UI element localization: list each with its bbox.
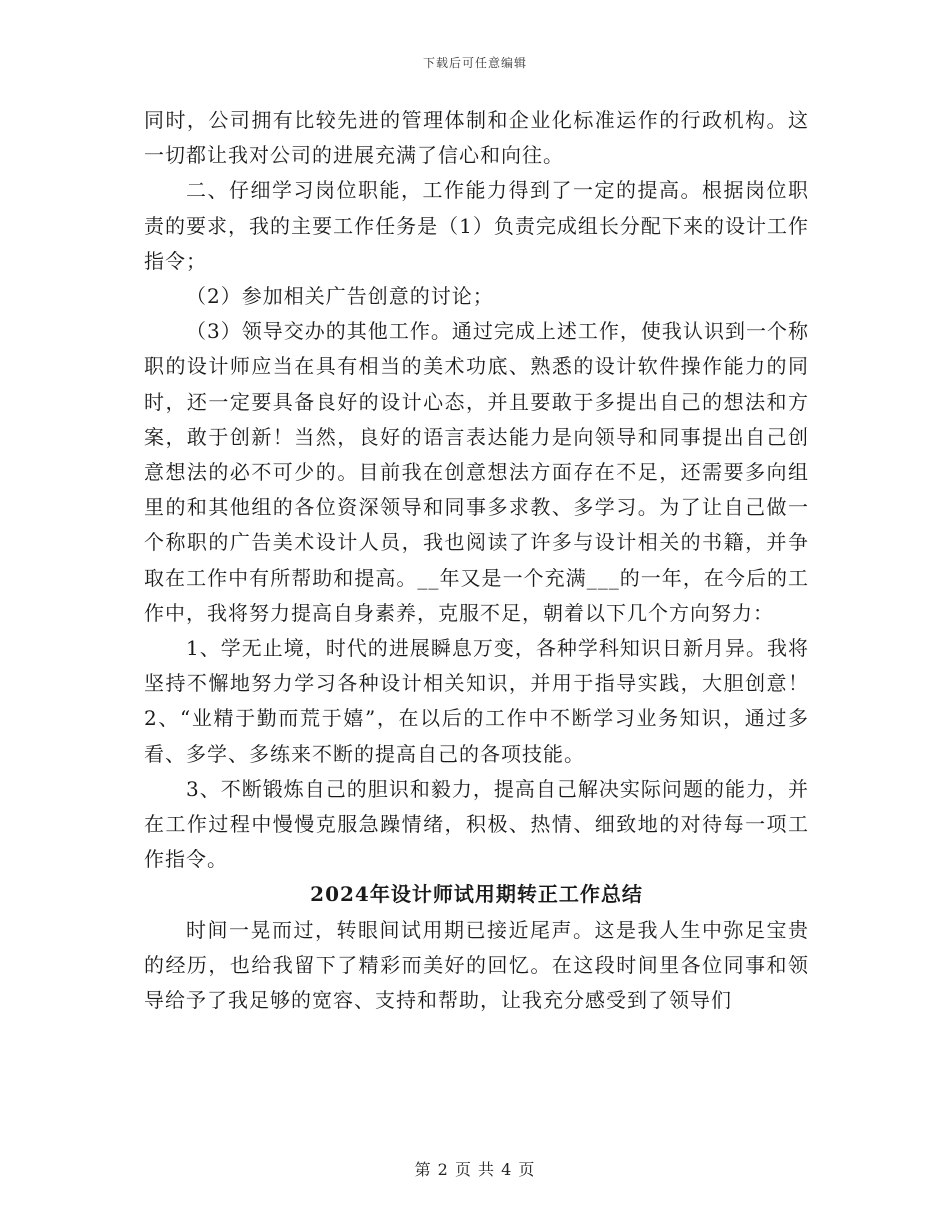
document-body	[144, 103, 809, 1018]
closing-paragraph: 时间一晃而过，转眼间试用期已接近尾声。这是我人生中弥足宝贵的经历，也给我留下了精彩而美好的回忆。在这段时间里各位同事和领导给予了我足够的宽容、支持和帮助，让我充分感受到了领导们	[144, 917, 809, 1013]
paragraph-6: 3、不断锻炼自己的胆识和毅力，提高自己解决实际问题的能力，并在工作过程中慢慢克服急躁情绪，积极、热情、细致地的对待每一项工作指令。	[144, 776, 809, 872]
paragraph-5: 1、学无止境，时代的进展瞬息万变，各种学科知识日新月异。我将坚持不懈地努力学习各种设计相关知识，并用于指导实践，大胆创意！2、“业精于勤而荒于嬉”，在以后的工作中不断学习业务知识，通过多看、多学、多练来不断的提高自己的各项技能。	[144, 636, 809, 766]
paragraph-4: （3）领导交办的其他工作。通过完成上述工作，使我认识到一个称职的设计师应当在具有相当的美术功底、熟悉的设计软件操作能力的同时，还一定要具备良好的设计心态，并且要敢于多提出自己的想法和方案，敢于创新！当然，良好的语言表达能力是向领导和同事提出自己创意想法的必不可少的。目前我在创意想法方面存在不足，还需要多向组里的和其他组的各位资深领导和同事多求教、多学习。为了让自己做一个称职的广告美术设计人员，我也阅读了许多与设计相关的书籍，并争取在工作中有所帮助和提高。__年又是一个充满___的一年，在今后的工作中，我将努力提高自身素养，克服不足，朝着以下几个方向努力：	[144, 319, 809, 625]
paragraph-2: 二、仔细学习岗位职能，工作能力得到了一定的提高。根据岗位职责的要求，我的主要工作任务是（1）负责完成组长分配下来的设计工作指令；	[144, 178, 809, 273]
page-number: 第 2 页 共 4 页	[414, 1160, 536, 1179]
paragraph-1: 同时，公司拥有比较先进的管理体制和企业化标准运作的行政机构。这一切都让我对公司的进展充满了信心和向往。	[144, 108, 809, 168]
paragraph-3: （2）参加相关广告创意的讨论；	[186, 284, 494, 309]
download-edit-note: 下载后可任意编辑	[422, 56, 527, 70]
section-title: 2024年设计师试用期转正工作总结	[310, 882, 643, 907]
